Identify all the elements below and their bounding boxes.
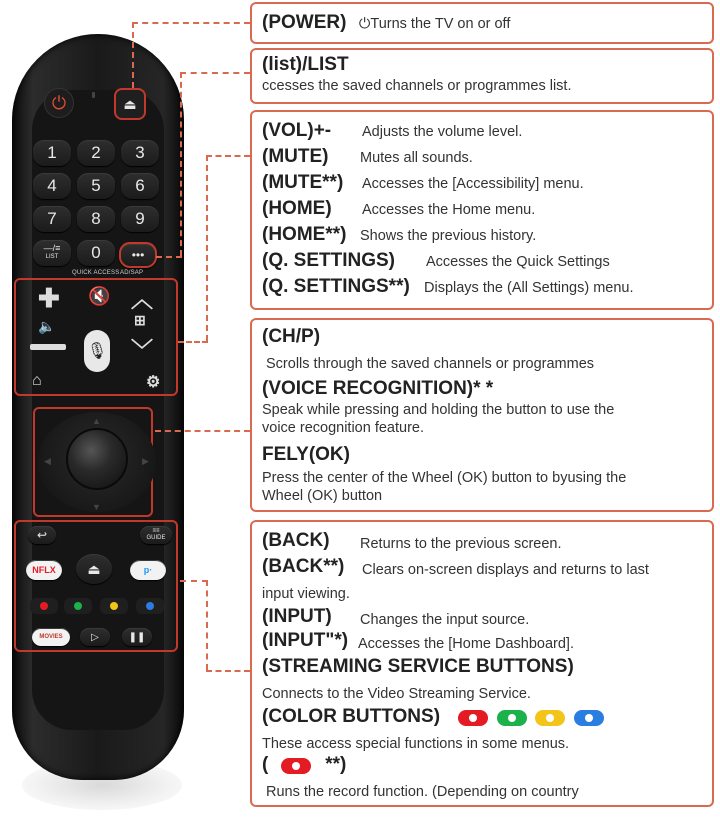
power-button[interactable] (44, 88, 74, 118)
chevron-up-icon: ︿ (131, 287, 154, 312)
nav-left-icon: ◀ (44, 456, 51, 466)
movies-button[interactable]: MOVIES (32, 628, 70, 646)
vol-desc: Adjusts the volume level. (362, 124, 523, 140)
bottom-connector-h (206, 670, 250, 672)
blue-pill-icon (574, 710, 604, 726)
home-key: (HOME) (262, 198, 332, 219)
power-connector-v (132, 22, 134, 88)
mute-key: (MUTE) (262, 146, 329, 167)
qsettings-desc: Accesses the Quick Settings (426, 254, 610, 270)
list-connector-h (180, 72, 250, 74)
input-desc: Changes the input source. (360, 612, 530, 628)
voice-desc-1: Speak while pressing and holding the button to use the (262, 402, 615, 418)
nav-right-icon: ▶ (142, 456, 149, 466)
list-button[interactable] (114, 88, 146, 120)
dash-list-icon: —/≡ (43, 243, 61, 253)
color-key: (COLOR BUTTONS) (262, 706, 441, 727)
bottom-panel (250, 520, 714, 807)
microphone-icon: 🎙 (86, 343, 108, 360)
power-panel (250, 2, 714, 44)
back-key: (BACK) (262, 530, 330, 551)
record-desc: Runs the record function. (Depending on country (266, 784, 579, 800)
channel-down-button[interactable] (131, 334, 153, 365)
input-long-desc: Accesses the [Home Dashboard]. (358, 636, 574, 652)
volume-down-button[interactable] (30, 344, 66, 350)
pause-button[interactable] (122, 628, 152, 646)
yellow-button[interactable] (100, 598, 128, 614)
ch-desc: Scrolls through the saved channels or programmes (266, 356, 595, 372)
channel-up-button[interactable] (131, 283, 153, 314)
list-connector-end (156, 256, 182, 258)
voice-desc-2: voice recognition feature. (262, 420, 425, 436)
list-desc: ccesses the saved channels or programmes list. (262, 78, 572, 94)
list-key-text: (list)/LIST (262, 54, 349, 75)
voice-key: (VOICE RECOGNITION)* * (262, 378, 494, 399)
list-key-label: LIST (45, 254, 59, 260)
back-arrow-icon: ↩ (36, 528, 48, 542)
wheel-desc-1: Press the center of the Wheel (OK) button to byusing the (262, 470, 627, 486)
vol-key: (VOL)+- (262, 120, 332, 141)
home-icon: ⌂ (32, 372, 42, 389)
list-key-button[interactable] (33, 240, 71, 266)
volume-icon: 🔈 (38, 318, 56, 334)
chevron-down-icon: ﹀ (131, 338, 154, 363)
streaming-desc: Connects to the Video Streaming Service. (262, 686, 531, 702)
volume-panel (250, 110, 714, 310)
gear-icon: ⚙ (146, 374, 161, 391)
volume-up-button[interactable]: ✚ (38, 283, 60, 313)
red-dot-icon (40, 602, 48, 610)
mute-button[interactable] (88, 286, 110, 307)
more-button[interactable]: ••• (119, 242, 157, 268)
netflix-button[interactable]: NFLX (26, 560, 62, 580)
mute-icon: 🔇 (88, 286, 111, 306)
volume-connector-v (206, 155, 208, 341)
number-3-button[interactable]: 3 (121, 140, 159, 166)
nav-up-icon: ▲ (92, 416, 101, 426)
number-0-button[interactable]: 0 (77, 240, 115, 266)
blue-dot-icon (146, 602, 154, 610)
guide-label: GUIDE (146, 535, 166, 541)
red-pill-icon (458, 710, 488, 726)
back-long-desc-2: input viewing. (262, 586, 350, 602)
record-pill-icon (281, 758, 311, 774)
blue-button[interactable] (136, 598, 164, 614)
power-key-label: (POWER) (262, 12, 347, 33)
home-desc: Accesses the Home menu. (362, 202, 536, 218)
wheel-connector (155, 430, 250, 432)
number-6-button[interactable]: 6 (121, 173, 159, 199)
qsettings-key: (Q. SETTINGS) (262, 250, 395, 271)
mute-desc: Mutes all sounds. (360, 150, 473, 166)
channel-panel (250, 318, 714, 512)
play-button[interactable] (80, 628, 110, 646)
number-1-button[interactable]: 1 (33, 140, 71, 166)
play-icon: ▷ (91, 631, 99, 643)
mute-long-desc: Accesses the [Accessibility] menu. (362, 176, 584, 192)
back-desc: Returns to the previous screen. (360, 536, 562, 552)
streaming-key: (STREAMING SERVICE BUTTONS) (262, 656, 574, 677)
qsettings-long-key: (Q. SETTINGS**) (262, 276, 410, 297)
power-desc: Turns the TV on or off (370, 16, 511, 32)
red-button[interactable] (30, 598, 58, 614)
green-dot-icon (74, 602, 82, 610)
power-connector-h (132, 22, 250, 24)
quick-access-label: QUICK ACCESS (72, 270, 120, 276)
guide-button[interactable] (140, 526, 172, 544)
home-long-desc: Shows the previous history. (360, 228, 537, 244)
number-5-button[interactable]: 5 (77, 173, 115, 199)
home-button[interactable] (32, 372, 42, 390)
ch-key: (CH/P) (262, 326, 321, 347)
power-icon: ⏻ (51, 92, 67, 113)
volume-connector-h (206, 155, 250, 157)
number-7-button[interactable]: 7 (33, 206, 71, 232)
bottom-connector-v (206, 580, 208, 670)
channel-icon: ⊞ (134, 312, 146, 328)
home-long-key: (HOME**) (262, 224, 347, 245)
green-pill-icon (497, 710, 527, 726)
record-open: ( (262, 754, 269, 775)
yellow-dot-icon (110, 602, 118, 610)
number-2-button[interactable]: 2 (77, 140, 115, 166)
input-tray-icon: ⏏ (123, 95, 137, 112)
back-button[interactable] (28, 526, 56, 544)
volume-connector-end (178, 341, 208, 343)
input-icon: ⏏ (87, 560, 101, 577)
yellow-pill-icon (535, 710, 565, 726)
pause-icon: ❚❚ (128, 631, 146, 643)
mute-long-key: (MUTE**) (262, 172, 344, 193)
back-long-key: (BACK**) (262, 556, 345, 577)
record-close: **) (325, 754, 347, 775)
list-connector-v (180, 72, 182, 256)
back-long-desc-1: Clears on-screen displays and returns to last (362, 562, 649, 578)
qsettings-long-desc: Displays the (All Settings) menu. (424, 280, 634, 296)
ad-sap-label: AD/SAP (120, 270, 144, 276)
wheel-desc-2: Wheel (OK) button (262, 488, 383, 504)
indicator-led (92, 92, 95, 98)
wheel-key: FELY(OK) (262, 444, 350, 465)
guide-icon: ≡≡ (152, 528, 160, 534)
input-button[interactable] (76, 554, 112, 584)
input-long-key: (INPUT"*) (262, 630, 349, 651)
bottom-connector-start (180, 580, 208, 582)
number-8-button[interactable]: 8 (77, 206, 115, 232)
wheel-ok-button[interactable] (66, 428, 128, 490)
list-panel (250, 48, 714, 104)
voice-button[interactable] (84, 330, 110, 372)
color-desc: These access special functions in some menus. (262, 736, 570, 752)
input-key: (INPUT) (262, 606, 332, 627)
nav-down-icon: ▼ (92, 502, 101, 512)
number-9-button[interactable]: 9 (121, 206, 159, 232)
number-4-button[interactable]: 4 (33, 173, 71, 199)
power-icon-inline: ⏻ (358, 16, 371, 32)
green-button[interactable] (64, 598, 92, 614)
settings-button[interactable] (146, 372, 160, 392)
prime-video-button[interactable]: p· (130, 560, 166, 580)
